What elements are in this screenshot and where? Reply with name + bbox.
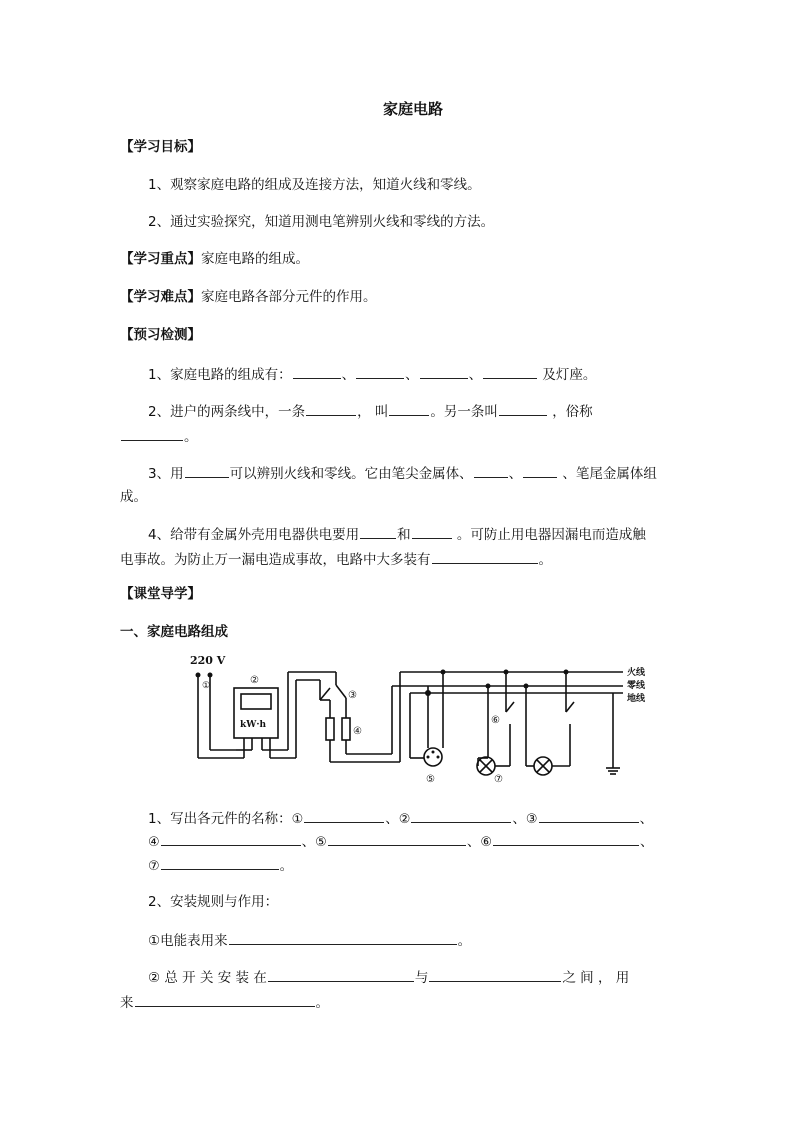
rule2-text-a: ② 总 开 关 安 装 在 (148, 970, 267, 986)
ex1-num-6: ⑥ (480, 835, 492, 850)
preview-q4-cont (120, 549, 552, 569)
ex1-text: 1、写出各元件的名称： (148, 811, 292, 827)
q4-blank-2[interactable] (412, 524, 452, 539)
exercise-2-rule-1 (148, 930, 471, 950)
preview-q3 (148, 463, 657, 483)
q1-blank-3[interactable] (420, 364, 468, 379)
classroom-heading: 【课堂导学】 (120, 586, 201, 602)
section-1-title: 一、家庭电路组成 (120, 624, 228, 640)
preview-heading: 【预习检测】 (120, 327, 201, 343)
rule2-text-c: 之 间 ， 用 (562, 970, 630, 986)
q1-sep: 、 (405, 367, 419, 383)
rule1-blank[interactable] (229, 930, 457, 945)
ex1-blank-7[interactable] (161, 855, 279, 870)
preview-q3-cont: 成。 (120, 489, 147, 505)
q2-text-c: 。另一条叫 (430, 404, 498, 420)
page-title: 家庭电路 (383, 100, 444, 118)
q1-end: 及灯座。 (542, 367, 597, 383)
ex1-blank-6[interactable] (493, 831, 639, 846)
q1-sep: 、 (341, 367, 356, 383)
q2-text-a: 2、进户的两条线中，一条 (148, 404, 306, 420)
rule2-text-d: 来 (120, 995, 134, 1011)
q3-blank-1[interactable] (185, 463, 229, 478)
ex1-sep: 、 (301, 834, 316, 850)
key-point (120, 250, 309, 268)
q3-blank-3[interactable] (523, 463, 557, 478)
key-point-heading: 【学习重点】 (120, 251, 201, 267)
preview-q1 (148, 364, 596, 384)
exercise-1-line-2 (148, 831, 653, 852)
q4-text-b: 和 (397, 527, 411, 543)
ex1-num-4: ④ (148, 835, 160, 850)
q4-text-c: 。可防止用电器因漏电而造成触 (456, 527, 646, 543)
label-5: ⑤ (426, 774, 435, 785)
ex1-sep: 、 (466, 834, 481, 850)
meter-unit-label: kW·h (240, 720, 267, 730)
q3-blank-2[interactable] (474, 463, 508, 478)
label-1: ① (202, 681, 211, 691)
q3-text-d: 、笔尾金属体组 (562, 466, 657, 482)
q1-sep: 、 (468, 367, 483, 383)
label-3: ③ (348, 690, 357, 701)
rule2-text-b: 与 (414, 970, 429, 986)
q3-text-b: 可以辨别火线和零线。它由笔尖金属体、 (229, 466, 473, 482)
circuit-diagram (188, 650, 658, 790)
q1-blank-2[interactable] (356, 364, 404, 379)
q1-blank-1[interactable] (293, 364, 341, 379)
ex1-blank-5[interactable] (328, 831, 466, 846)
q2-blank-3[interactable] (499, 401, 547, 416)
label-4: ④ (353, 726, 362, 737)
ex1-blank-3[interactable] (539, 808, 639, 823)
exercise-2-rule-2-cont (120, 992, 329, 1012)
neutral-wire-label: 零线 (627, 681, 646, 691)
preview-q2 (148, 401, 593, 421)
objective-item-2: 2、通过实验探究，知道用测电笔辨别火线和零线的方法。 (148, 214, 495, 230)
q2-text-e: 。 (184, 429, 198, 445)
exercise-1-line-3 (148, 855, 293, 876)
q4-text-a: 4、给带有金属外壳用电器供电要用 (148, 527, 360, 543)
q2-blank-2[interactable] (389, 401, 429, 416)
voltage-label: 220 V (190, 654, 226, 667)
rule2-blank-3[interactable] (135, 992, 315, 1007)
q2-blank-1[interactable] (306, 401, 356, 416)
q2-blank-4[interactable] (121, 426, 183, 441)
ex1-num-2: ② (398, 812, 411, 827)
difficulty (120, 288, 377, 306)
objective-item-1: 1、观察家庭电路的组成及连接方法，知道火线和零线。 (148, 177, 481, 193)
ex1-blank-2[interactable] (411, 808, 511, 823)
q3-text-c: 、 (508, 466, 523, 482)
ex1-num-1: ① (291, 812, 304, 827)
key-point-text: 家庭电路的组成。 (201, 251, 309, 267)
q4-text-e: 。 (538, 552, 552, 568)
ex1-num-7: ⑦ (148, 859, 160, 874)
exercise-2-heading: 2、安装规则与作用： (148, 894, 279, 910)
ex1-blank-1[interactable] (304, 808, 384, 823)
label-7: ⑦ (494, 774, 503, 785)
ex1-sep: 、 (512, 811, 526, 827)
q1-text: 1、家庭电路的组成有： (148, 367, 292, 383)
rule1-text: ①电能表用来 (148, 933, 228, 949)
live-wire-label: 火线 (627, 668, 646, 678)
ex1-sep: 、 (385, 811, 399, 827)
q4-text-d: 电事故。为防止万一漏电造成事故，电路中大多装有 (120, 552, 431, 568)
label-6: ⑥ (491, 715, 500, 726)
q4-blank-3[interactable] (432, 549, 538, 564)
exercise-2-rule-2 (148, 967, 629, 987)
difficulty-heading: 【学习难点】 (120, 289, 201, 305)
exercise-1-line-1 (148, 808, 653, 829)
ex1-sep: 、 (639, 834, 654, 850)
ex1-num-5: ⑤ (315, 835, 327, 850)
ex1-blank-4[interactable] (161, 831, 301, 846)
rule2-blank-1[interactable] (268, 967, 414, 982)
difficulty-text: 家庭电路各部分元件的作用。 (201, 289, 377, 305)
ground-wire-label: 地线 (627, 694, 646, 704)
ex1-end: 。 (279, 858, 294, 874)
preview-q4 (148, 524, 646, 544)
q4-blank-1[interactable] (360, 524, 396, 539)
preview-q2-cont (120, 426, 198, 446)
rule1-end: 。 (457, 933, 472, 949)
q2-text-b: ， 叫 (357, 404, 389, 420)
objectives-heading: 【学习目标】 (120, 139, 201, 155)
q1-blank-4[interactable] (483, 364, 537, 379)
rule2-blank-2[interactable] (429, 967, 561, 982)
ex1-num-3: ③ (525, 812, 538, 827)
label-2: ② (250, 675, 259, 686)
q3-text-a: 3、用 (148, 466, 184, 482)
rule2-end: 。 (315, 995, 329, 1011)
ex1-sep: 、 (639, 811, 654, 827)
q2-text-d: ，俗称 (552, 404, 593, 420)
